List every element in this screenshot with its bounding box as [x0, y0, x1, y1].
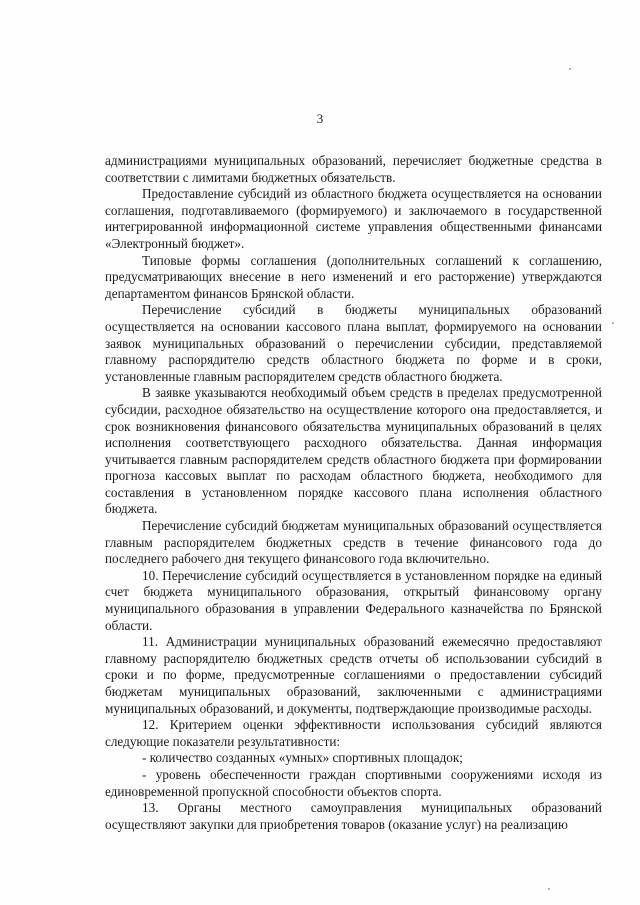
scan-speck	[569, 68, 571, 70]
paragraph-standard-forms: Типовые формы соглашения (дополнительных соглашений к соглашению, предусматривающих внесение в него изменений и его расторжение) утверждаются департаментом финансов Брянской области.	[105, 252, 602, 301]
bullet-smart-grounds: - количество созданных «умных» спортивных площадок;	[142, 750, 463, 766]
page-number: 3	[316, 111, 324, 126]
paragraph-item-13: 13. Органы местного самоуправления муниципальных образований осуществляют закупки для приобретения товаров (оказание услуг) на реализацию	[105, 800, 602, 832]
paragraph-item-10: 10. Перечисление субсидий осуществляется в установленном порядке на единый счет бюджета муниципального образования, открытый финансовому органу муниципального образования в управлении Федерального казначейства по Брянской области.	[105, 567, 602, 633]
scan-speck	[612, 322, 614, 324]
document-body	[105, 153, 602, 833]
scan-speck	[548, 888, 550, 890]
paragraph-application: В заявке указываются необходимый объем средств в пределах предусмотренной субсидии, расходное обязательство на осуществление которого она предоставляется, и срок возникновения финансового обязательства муниципальных образований в целях исполнения соответствующего расходного обязательства. Данная информация учитывается главным распорядителем средств областного бюджета при формировании прогноза кассовых выплат по расходам областного бюджета, необходимого для составления в установленном порядке кассового плана исполнения областного бюджета.	[105, 385, 602, 517]
paragraph-item-11: 11. Администрации муниципальных образований ежемесячно предоставляют главному распорядителю бюджетных средств отчеты об использовании субсидий в сроки и по форме, предусмотренные соглашениями о предоставлении субсидий бюджетам муниципальных образований, заключенными с администрациями муниципальных образований, и документы, подтверждающие производимые расходы.	[105, 634, 602, 716]
bullet-sports-capacity: - уровень обеспеченности граждан спортивными сооружениями исходя из единовременной пропускной способности объектов спорта.	[105, 766, 602, 799]
paragraph-agreement: Предоставление субсидий из областного бюджета осуществляется на основании соглашения, подготавливаемого (формируемого) и заключаемого в государственной интегрированной информационной системе управления общественными финансами «Электронный бюджет».	[105, 186, 602, 251]
paragraph-continuation: администрациями муниципальных образований, перечисляет бюджетные средства в соответствии с лимитами бюджетных обязательств.	[105, 153, 602, 185]
paragraph-transfer-deadline: Перечисление субсидий бюджетам муниципальных образований осуществляется главным распорядителем бюджетных средств в течение финансового года до последнего рабочего дня текущего финансового года включительно.	[105, 518, 602, 567]
paragraph-transfer-basis: Перечисление субсидий в бюджеты муниципальных образований осуществляется на основании кассового плана выплат, формируемого на основании заявок муниципальных образований о перечислении субсидии, представляемой главному распорядителю средств областного бюджета по форме и в сроки, установленные главным распорядителем средств областного бюджета.	[105, 302, 602, 384]
paragraph-item-12: 12. Критерием оценки эффективности использования субсидий являются следующие показатели результативности:	[105, 717, 602, 749]
